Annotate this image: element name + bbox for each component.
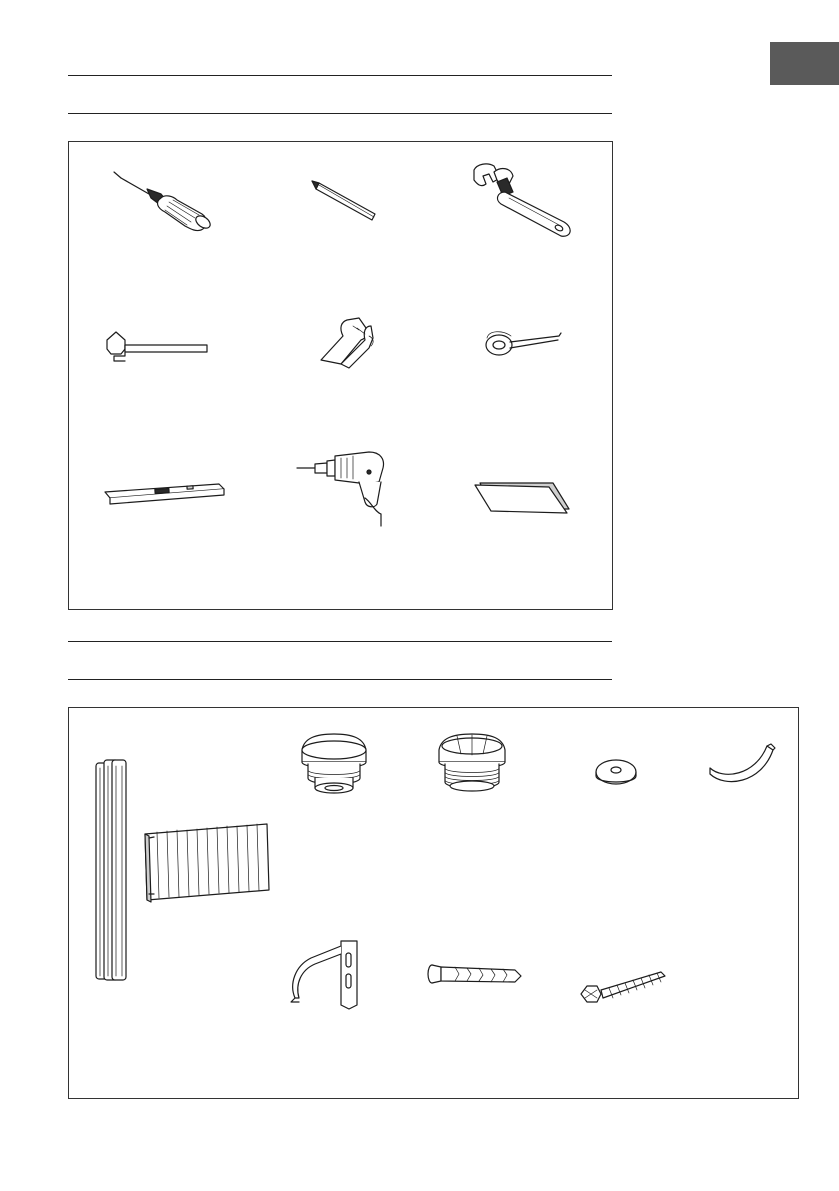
wall-plug-icon: [428, 965, 521, 983]
pencil-icon: [312, 181, 375, 220]
valve-adapter-icon: [302, 734, 366, 793]
required-tools-panel: [68, 141, 613, 610]
spirit-level-icon: [105, 484, 224, 504]
power-drill-icon: [297, 452, 383, 526]
radiator-vertical-icon: [96, 760, 126, 980]
tools-section-bottom-rule: [68, 113, 612, 114]
radiator-horizontal-icon: [145, 824, 269, 902]
threaded-adapter-icon: [439, 734, 505, 791]
tools-section-top-rule: [68, 75, 612, 76]
adjustable-wrench-icon: [474, 164, 570, 236]
language-tab: [770, 42, 839, 85]
package-contents-panel: [68, 707, 799, 1099]
hammer-icon: [107, 332, 207, 361]
parts-section-top-rule: [68, 641, 612, 642]
tape-measure-icon: [486, 332, 561, 355]
wall-bracket-icon: [291, 941, 357, 1009]
screwdriver-icon: [114, 172, 212, 231]
washer-icon: [596, 760, 636, 784]
seal-ring-icon: [710, 744, 775, 782]
screw-icon: [581, 972, 665, 1002]
parts-section-bottom-rule: [68, 679, 612, 680]
protective-sheet-icon: [475, 483, 569, 513]
work-gloves-icon: [321, 318, 373, 368]
